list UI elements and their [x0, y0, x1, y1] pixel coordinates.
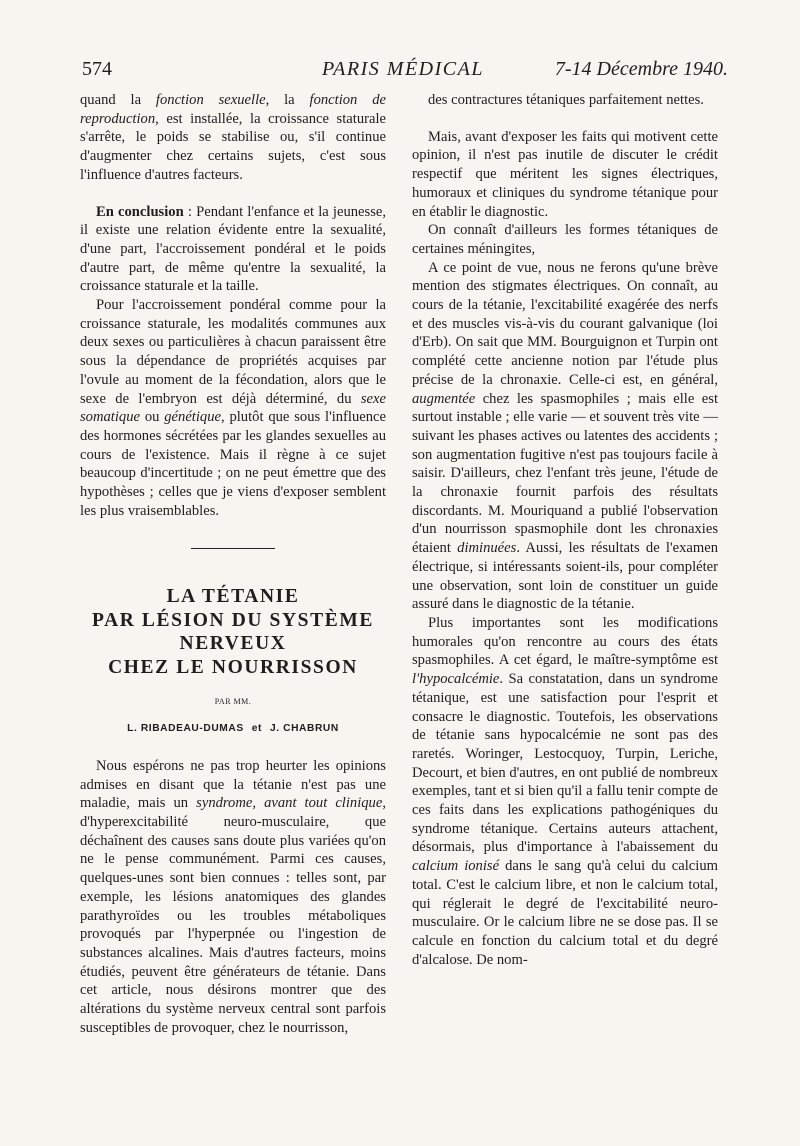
right-column	[412, 91, 718, 969]
article-title-line: LA TÉTANIE	[166, 586, 300, 608]
author-1: L. RIBADEAU-DUMAS	[127, 723, 244, 735]
text-run: , la	[265, 92, 310, 108]
right-continuation-paragraph	[412, 91, 718, 110]
text-run: . Sa constatation, dans un syndrome tétanique, est une satisfaction pour l'esprit et consacre le diagnostic. Toutefois, les observations de tétanie sans hypocalcémie ne sont pas des raretés. Woringer, Lestocquoy, Turpin, Leriche, Decourt, et bien d'autres, en ont publié de nombreux exemples, tant et si bien qu'il a fallu tenir compte de ces faits dans les explications pathogéniques du syndrome tétanique. Certains auteurs attachent, désormais, plus d'importance à l'abaissement du	[412, 671, 718, 856]
italic-text-run: diminuées	[457, 540, 517, 557]
italic-text-run: sexe somatique	[80, 390, 386, 426]
article-title	[80, 585, 386, 679]
italic-text-run: l'hypocalcémie	[412, 671, 500, 688]
left-column	[80, 91, 386, 1037]
italic-text-run: fonction de reproduction	[80, 92, 386, 127]
conclusion-paragraph	[80, 203, 386, 297]
italic-text-run: fonction sexuelle	[155, 92, 266, 108]
italic-text-run: augmentée	[412, 390, 476, 407]
text-run: quand la	[80, 92, 156, 108]
left-paragraph-2	[80, 296, 386, 520]
journal-title: PARIS MÉDICAL	[322, 58, 484, 80]
text-run: chez les spasmophiles ; mais elle est surtout instable ; elle varie — et souvent très vite — suivant les phases actives ou latentes des accidents ; son augmentation fugitive n'est pas toujours facile à saisir. D'ailleurs, chez l'enfant très jeune, l'étude de la chronaxie fournit parfois des résultats discordants. M. Mouriquand a publié l'observation d'un nourrisson spasmophile dont les chronaxies étaient	[412, 390, 718, 557]
right-paragraph-1	[412, 128, 718, 222]
conclusion-lead: En conclusion	[96, 203, 184, 220]
byline-prefix: PAR MM.	[214, 697, 252, 707]
text-run: Plus importantes sont les modifications humorales qu'on rencontre au cours des états spasmophiles. A cet égard, le maître-symptôme est	[412, 614, 718, 669]
text-run: , est installée, la croissance staturale s'arrête, le poids se stabilise ou, s'il continue d'augmenter chez certains sujets, c'est sous l'influence d'autres facteurs.	[80, 110, 386, 183]
article-title-line: PAR LÉSION DU SYSTÈME	[92, 609, 374, 631]
left-continuation-paragraph	[80, 91, 386, 185]
text-run: Nous espérons ne pas trop heurter les opinions admises en disant que la tétanie n'est pas une maladie, mais un	[80, 757, 386, 812]
text-run: , d'hyperexcitabilité neuro-musculaire, que déchaînent des causes sans doute plus variées qu'on ne le pense communément. Parmi ces causes, quelques-unes sont bien connues : telles sont, par exemple, les lésions anatomiques des glandes parathyroïdes ou les troubles métaboliques provoqués par l'hyperpnée ou l'ingestion de substances alcalines. Mais d'autres facteurs, moins étudiés, peuvent être générateurs de tétanie. Dans cet article, nous désirons montrer que des altérations du système nerveux central sont parfois susceptibles de provoquer, chez le nourrisson,	[80, 795, 386, 1036]
italic-text-run: calcium ionisé	[412, 858, 500, 875]
conclusion-body: : Pendant l'enfance et la jeunesse, il existe une relation évidente entre la sexualité, d'une part, l'accroissement pondéral et le poids d'autre part, de même qu'entre la sexualité, la croissance staturale et la taille.	[80, 203, 386, 295]
text-run: ou	[140, 409, 165, 426]
text-run: , plutôt que sous l'influence des hormones sécrétées par les glandes sexuelles au cours de l'existence. Mais il règne à ce sujet beaucoup d'incertitude ; on ne peut émettre que des hypothèses ; celles que je viens d'exposer semblent les plus vraisemblables.	[80, 409, 386, 519]
text-run: des contractures tétaniques parfaitement nettes.	[428, 92, 704, 108]
article-title-line: CHEZ LE NOURRISSON	[108, 656, 358, 678]
section-divider	[191, 548, 275, 549]
issue-date: 7-14 Décembre 1940.	[554, 58, 728, 80]
authors	[80, 720, 386, 739]
text-run: Pour l'accroissement pondéral comme pour la croissance staturale, les modalités communes aux deux sexes ou particulières à chacun paraissent être sous la dépendance de propriétés acquises par l'ovule au moment de la fécondation, alors que le sexe de l'embryon est déjà déterminé, du	[80, 297, 386, 407]
running-header	[78, 58, 728, 88]
author-conjunction: et	[251, 723, 263, 735]
italic-text-run: génétique	[164, 409, 221, 426]
text-run: dans le sang qu'à celui du calcium total. C'est le calcium libre, et non le calcium total, qui réglerait le degré de l'excitabilité neuro-musculaire. Or le calcium libre ne se dose pas. Il se calcule en fonction du calcium total et du degré d'alcalose. De nom-	[412, 858, 718, 968]
article-title-line: NERVEUX	[179, 633, 287, 655]
right-paragraph-4	[412, 614, 718, 969]
article-intro-paragraph	[80, 757, 386, 1038]
right-paragraph-2	[412, 221, 718, 258]
text-run: Mais, avant d'exposer les faits qui motivent cette opinion, il n'est pas inutile de discuter le crédit respectif que méritent les signes électriques, humoraux et cliniques du syndrome tétanique pour en établir le diagnostic.	[412, 128, 718, 220]
page-number: 574	[82, 58, 112, 80]
italic-text-run: syndrome, avant tout clinique	[196, 795, 383, 812]
text-run: On connaît d'ailleurs les formes tétaniques de certaines méningites,	[412, 222, 718, 257]
right-paragraph-3	[412, 259, 718, 614]
text-run: A ce point de vue, nous ne ferons qu'une brève mention des stigmates électriques. On connaît, au cours de la tétanie, l'excitabilité exagérée des nerfs et des muscles vis-à-vis du courant galvanique (loi d'Erb). On sait que MM. Bourguignon et Turpin ont complété cette ancienne notion par l'étude plus précise de la chronaxie. Celle-ci est, en général,	[412, 259, 718, 388]
text-run: . Aussi, les résultats de l'examen électrique, si intéressants soient-ils, pour compléter une observation, sont loin de constituer un guide assuré dans le diagnostic de la tétanie.	[412, 540, 718, 613]
author-2: J. CHABRUN	[270, 723, 339, 735]
